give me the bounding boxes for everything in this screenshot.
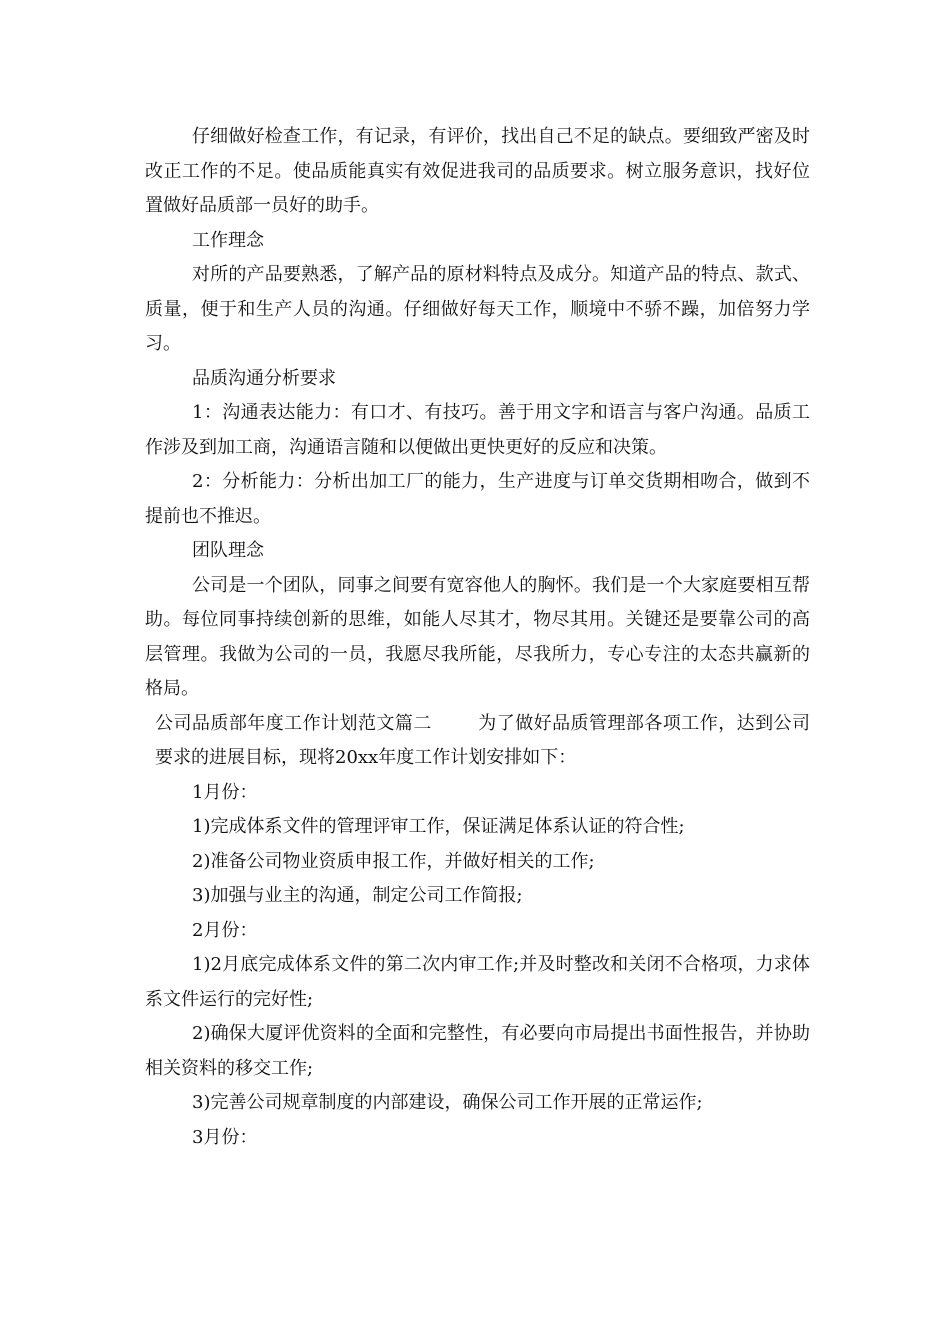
paragraph-communication-skill: 1：沟通表达能力：有口才、有技巧。善于用文字和语言与客户沟通。品质工作涉及到加工商，沟通语言随和以便做出更快更好的反应和决策。 [145,402,810,458]
section-heading-paragraph [145,707,810,776]
paragraph-product-knowledge: 对所的产品要熟悉，了解产品的原材料特点及成分。知道产品的特点、款式、质量，便于和生产人员的沟通。仔细做好每天工作，顺境中不骄不躁，加倍努力学习。 [145,264,810,354]
heading-work-philosophy: 工作理念 [192,229,264,251]
paragraph-team: 公司是一个团队，同事之间要有宽容他人的胸怀。我们是一个大家庭要相互帮助。每位同事持续创新的思维，如能人尽其才，物尽其用。关键还是要靠公司的高层管理。我做为公司的一员，我愿尽我所能，尽我所力，专心专注的太态共赢新的格局。 [145,574,810,699]
plan-item: 1)2月底完成体系文件的第二次内审工作;并及时整改和关闭不合格项，力求体系文件运行的完好性; [145,954,810,1010]
plan-item: 3)完善公司规章制度的内部建设，确保公司工作开展的正常运作; [192,1092,703,1113]
plan-item: 1)完成体系文件的管理评审工作，保证满足体系认证的符合性; [192,816,685,837]
document-body [145,120,810,1155]
month-heading: 1月份： [192,781,258,803]
paragraph-inspection: 仔细做好检查工作，有记录，有评价，找出自己不足的缺点。要细致严密及时改正工作的不足。使品质能真实有效促进我司的品质要求。树立服务意识，找好位置做好品质部一员好的助手。 [145,126,810,216]
plan-item: 2)准备公司物业资质申报工作，并做好相关的工作; [192,850,595,872]
month-heading: 3月份： [192,1126,258,1148]
plan-item: 3)加强与业主的沟通，制定公司工作简报; [192,885,523,906]
heading-team-philosophy: 团队理念 [192,540,264,561]
paragraph-analysis-skill: 2：分析能力：分析出加工厂的能力，生产进度与订单交货期相吻合，做到不提前也不推迟。 [145,471,810,527]
plan-item: 2)确保大厦评优资料的全面和完整性，有必要向市局提出书面性报告，并协助相关资料的移交工作; [145,1023,810,1079]
month-heading: 2月份： [192,919,258,941]
heading-quality-communication: 品质沟通分析要求 [192,367,336,389]
section-intro: 为了做好品质管理部各项工作，达到公司要求的进展目标，现将20xx年度工作计划安排如下： [155,712,811,768]
section-title: 公司品质部年度工作计划范文篇二 [155,712,432,734]
